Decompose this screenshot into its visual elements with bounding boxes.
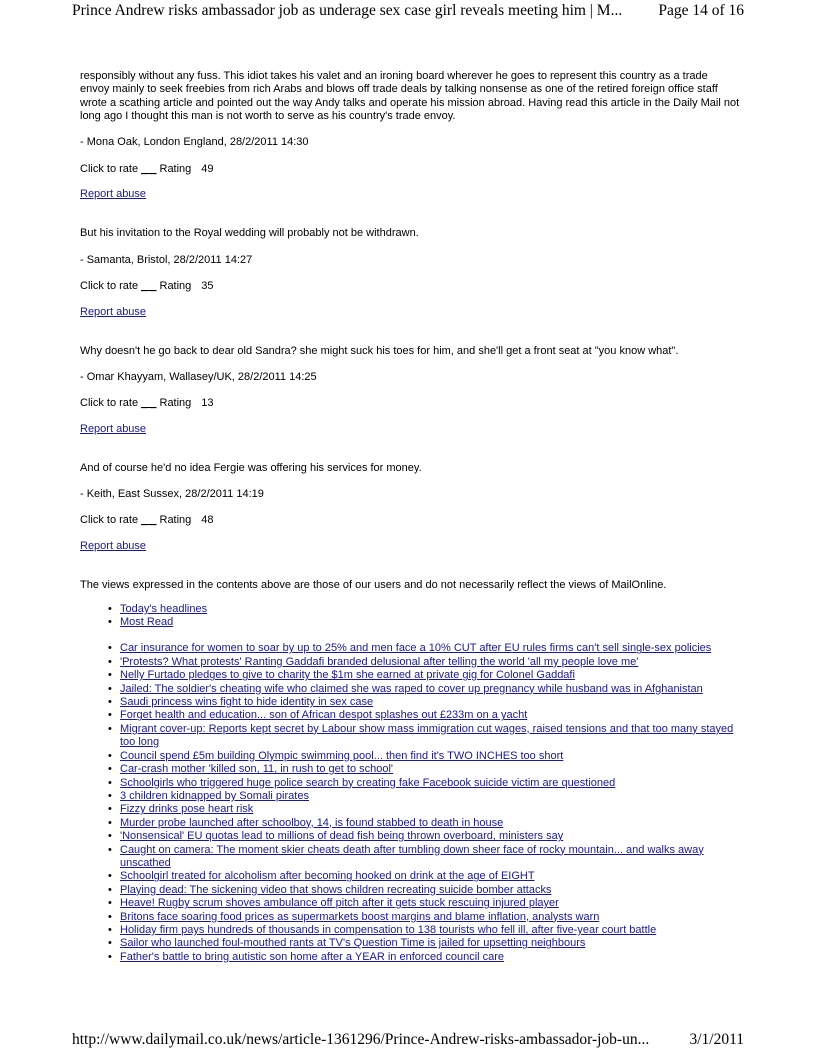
headline-item	[120, 642, 740, 655]
print-footer	[0, 1029, 816, 1053]
rating-label: Rating	[159, 279, 192, 292]
report-abuse-link[interactable]: Report abuse	[80, 305, 147, 318]
report-abuse-link[interactable]: Report abuse	[80, 422, 147, 435]
headline-link[interactable]: 'Nonsensical' EU quotas lead to millions of dead fish being thrown overboard, ministers say	[120, 830, 564, 843]
headline-link[interactable]: Father's battle to bring autistic son home after a YEAR in enforced council care	[120, 950, 505, 963]
headline-item	[120, 844, 740, 871]
headline-item	[120, 790, 740, 803]
headline-link[interactable]: 'Protests? What protests' Ranting Gaddafi branded delusional after telling the world 'all my people love me'	[120, 655, 639, 668]
headline-link[interactable]: Caught on camera: The moment skier cheats death after tumbling down sheer face of rocky mountain... and walks away unscathed	[120, 843, 704, 869]
report-abuse-link[interactable]: Report abuse	[80, 188, 147, 201]
headline-link[interactable]: Forget health and education... son of African despot splashes out £233m on a yacht	[120, 709, 528, 722]
print-footer-url: http://www.dailymail.co.uk/news/article-1361296/Prince-Andrew-risks-ambassador-job-un...	[72, 1031, 650, 1048]
headline-item	[120, 763, 740, 776]
rate-buttons[interactable]: _ _	[141, 397, 157, 410]
comment-text: And of course he'd no idea Fergie was offering his services for money.	[80, 461, 422, 474]
headline-item	[120, 709, 740, 722]
rating-value: 13	[201, 397, 214, 410]
headline-item	[120, 817, 740, 830]
headline-item	[120, 830, 740, 843]
headline-item	[120, 911, 740, 924]
rating-row	[80, 280, 740, 293]
comment-author: - Omar Khayyam, Wallasey/UK, 28/2/2011 14:25	[80, 370, 317, 383]
rating-label: Rating	[159, 514, 192, 527]
comment-author: - Samanta, Bristol, 28/2/2011 14:27	[80, 253, 253, 266]
headline-tabs	[80, 603, 740, 630]
headline-link[interactable]: Sailor who launched foul-mouthed rants at TV's Question Time is jailed for upsetting neighbours	[120, 937, 586, 950]
headline-link[interactable]: Car-crash mother 'killed son, 11, in rush to get to school'	[120, 763, 394, 776]
rating-label: Rating	[159, 397, 192, 410]
print-footer-date: 3/1/2011	[689, 1031, 744, 1048]
tab-most-read	[120, 616, 740, 629]
headline-link[interactable]: Heave! Rugby scrum shoves ambulance off pitch after it gets stuck rescuing injured player	[120, 897, 559, 910]
print-header	[0, 0, 816, 24]
rating-label: Rating	[159, 162, 192, 175]
click-to-rate-label: Click to rate	[80, 279, 139, 292]
headline-item	[120, 951, 740, 964]
headline-link[interactable]: Council spend £5m building Olympic swimming pool... then find it's TWO INCHES too short	[120, 749, 564, 762]
headline-link[interactable]: Playing dead: The sickening video that shows children recreating suicide bomber attacks	[120, 883, 552, 896]
headline-link[interactable]: Murder probe launched after schoolboy, 14, is found stabbed to death in house	[120, 816, 504, 829]
click-to-rate-label: Click to rate	[80, 514, 139, 527]
rating-value: 49	[201, 162, 214, 175]
headline-link[interactable]: Saudi princess wins fight to hide identity in sex case	[120, 696, 374, 709]
headline-link[interactable]: Migrant cover-up: Reports kept secret by Labour show mass immigration cut wages, raised tensions and that too many stayed too long	[120, 722, 734, 749]
headline-item	[120, 750, 740, 763]
headline-link[interactable]: Britons face soaring food prices as supermarkets boost margins and blame inflation, analysts warn	[120, 910, 600, 923]
headline-item	[120, 870, 740, 883]
headline-item	[120, 683, 740, 696]
comment-author: - Mona Oak, London England, 28/2/2011 14:30	[80, 136, 309, 149]
headline-link[interactable]: Holiday firm pays hundreds of thousands in compensation to 138 tourists who fell ill, after five-year court battle	[120, 923, 657, 936]
headline-link[interactable]: Fizzy drinks pose heart risk	[120, 803, 254, 816]
comment-text: But his invitation to the Royal wedding will probably not be withdrawn.	[80, 227, 419, 240]
headline-item	[120, 937, 740, 950]
rating-row	[80, 163, 740, 176]
rating-row	[80, 397, 740, 410]
headline-item	[120, 924, 740, 937]
headline-list	[80, 642, 740, 964]
comment	[80, 70, 740, 227]
rate-buttons[interactable]: _ _	[141, 279, 157, 292]
print-page-number: Page 14 of 16	[658, 2, 744, 19]
rating-value: 48	[201, 514, 214, 527]
headline-link[interactable]: Jailed: The soldier's cheating wife who claimed she was raped to cover up pregnancy while husband was in Afghanistan	[120, 682, 703, 695]
tab-todays-headlines-link[interactable]: Today's headlines	[120, 603, 208, 616]
headline-item	[120, 669, 740, 682]
report-abuse-link[interactable]: Report abuse	[80, 540, 147, 553]
comment	[80, 227, 740, 344]
rating-row	[80, 514, 740, 527]
print-header-title: Prince Andrew risks ambassador job as underage sex case girl reveals meeting him | M...	[72, 2, 623, 19]
tab-todays-headlines	[120, 603, 740, 616]
headline-link[interactable]: Schoolgirls who triggered huge police search by creating fake Facebook suicide victim are questioned	[120, 776, 616, 789]
tab-most-read-link[interactable]: Most Read	[120, 616, 174, 629]
headline-item	[120, 897, 740, 910]
headline-link[interactable]: 3 children kidnapped by Somali pirates	[120, 789, 309, 802]
headline-link[interactable]: Nelly Furtado pledges to give to charity the $1m she earned at private gig for Colonel Gaddafi	[120, 669, 575, 682]
click-to-rate-label: Click to rate	[80, 162, 139, 175]
headline-item	[120, 723, 740, 750]
page-content	[80, 70, 740, 964]
headline-link[interactable]: Schoolgirl treated for alcoholism after becoming hooked on drink at the age of EIGHT	[120, 870, 535, 883]
headline-item	[120, 884, 740, 897]
rating-value: 35	[201, 279, 214, 292]
comment-text: Why doesn't he go back to dear old Sandra? she might suck his toes for him, and she'll get a front seat at "you know what".	[80, 344, 679, 357]
user-views-disclaimer: The views expressed in the contents above are those of our users and do not necessarily reflect the views of MailOnline.	[80, 579, 667, 592]
headline-link[interactable]: Car insurance for women to soar by up to 25% and men face a 10% CUT after EU rules firms can't sell single-sex policies	[120, 642, 712, 655]
headline-item	[120, 803, 740, 816]
comment-author: - Keith, East Sussex, 28/2/2011 14:19	[80, 488, 264, 501]
comment	[80, 462, 740, 579]
comment	[80, 345, 740, 462]
headline-item	[120, 696, 740, 709]
rate-buttons[interactable]: _ _	[141, 162, 157, 175]
click-to-rate-label: Click to rate	[80, 397, 139, 410]
headline-item	[120, 656, 740, 669]
rate-buttons[interactable]: _ _	[141, 514, 157, 527]
comment-text: responsibly without any fuss. This idiot takes his valet and an ironing board wherever he goes to represent this country as a trade envoy mainly to seek freebies from rich Arabs and blows off trade deals by talking nonsense as one of the retired foreign office staff wrote a scathing article and pointed out the way Andy talks and operate his mission abroad. Having read this article in the Daily Mail not long ago I thought this man is not worth to serve as his country's trade envoy.	[80, 70, 740, 123]
headline-item	[120, 777, 740, 790]
